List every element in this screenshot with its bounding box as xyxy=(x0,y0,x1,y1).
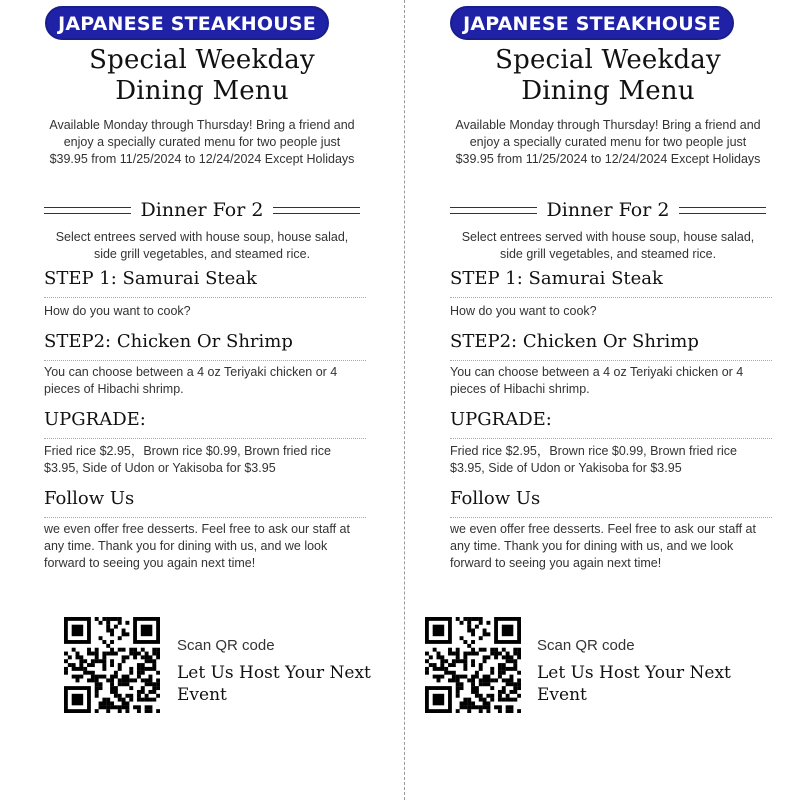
section-header xyxy=(44,197,360,223)
step-title: STEP 1: Samurai Steak xyxy=(44,268,257,289)
menu-title: Special Weekday Dining Menu xyxy=(89,45,315,106)
step-text: we even offer free desserts. Feel free to ask our staff at any time. Thank you for dining with us, and we look forward to seeing you again next time! xyxy=(44,522,350,570)
step-title: STEP2: Chicken Or Shrimp xyxy=(44,331,293,352)
qr-code[interactable] xyxy=(64,617,160,713)
step-text: we even offer free desserts. Feel free to ask our staff at any time. Thank you for dining with us, and we look forward to seeing you again next time! xyxy=(450,522,756,570)
menu-card-right xyxy=(405,0,800,800)
double-rule-right xyxy=(273,207,360,214)
step-text: How do you want to cook? xyxy=(450,304,597,318)
step-title: STEP2: Chicken Or Shrimp xyxy=(450,331,699,352)
section-title: Dinner For 2 xyxy=(546,199,670,221)
section-description: Select entrees served with house soup, house salad, side grill vegetables, and steamed rice. xyxy=(55,230,349,261)
dotted-divider xyxy=(450,438,772,439)
step-title: Follow Us xyxy=(450,488,541,509)
dotted-divider xyxy=(450,297,772,298)
host-event-label: Let Us Host Your Next Event xyxy=(537,663,731,705)
dotted-divider xyxy=(450,517,772,518)
qr-code[interactable] xyxy=(425,617,521,713)
dotted-divider xyxy=(44,297,366,298)
section-description: Select entrees served with house soup, house salad, side grill vegetables, and steamed rice. xyxy=(461,230,755,261)
step-text: You can choose between a 4 oz Teriyaki chicken or 4 pieces of Hibachi shrimp. xyxy=(450,365,744,396)
step-title: UPGRADE: xyxy=(44,409,146,430)
step-text: Fried rice $2.95，Brown rice $0.99, Brown fried rice $3.95, Side of Udon or Yakisoba for $3.95 xyxy=(44,444,331,475)
scan-qr-label: Scan QR code xyxy=(177,637,275,654)
qr-pattern xyxy=(425,617,521,713)
logo-text: JAPANESE STEAKHOUSE xyxy=(58,13,316,35)
menu-title: Special Weekday Dining Menu xyxy=(495,45,721,106)
menu-intro: Available Monday through Thursday! Bring a friend and enjoy a specially curated menu for two people just $39.95 from 11/25/2024 to 12/24/2024 Except Holidays xyxy=(455,118,761,166)
double-rule-right xyxy=(679,207,766,214)
restaurant-logo xyxy=(45,6,329,40)
dotted-divider xyxy=(44,438,366,439)
restaurant-logo xyxy=(450,6,734,40)
step-title: UPGRADE: xyxy=(450,409,552,430)
cut-line xyxy=(404,0,405,800)
dotted-divider xyxy=(44,360,366,361)
logo-text: JAPANESE STEAKHOUSE xyxy=(463,13,721,35)
section-header xyxy=(450,197,766,223)
dotted-divider xyxy=(44,517,366,518)
step-text: You can choose between a 4 oz Teriyaki chicken or 4 pieces of Hibachi shrimp. xyxy=(44,365,338,396)
host-event-label: Let Us Host Your Next Event xyxy=(177,663,371,705)
step-text: How do you want to cook? xyxy=(44,304,191,318)
dotted-divider xyxy=(450,360,772,361)
section-title: Dinner For 2 xyxy=(140,199,264,221)
qr-pattern xyxy=(64,617,160,713)
step-title: Follow Us xyxy=(44,488,135,509)
menu-intro: Available Monday through Thursday! Bring a friend and enjoy a specially curated menu for two people just $39.95 from 11/25/2024 to 12/24/2024 Except Holidays xyxy=(49,118,355,166)
scan-qr-label: Scan QR code xyxy=(537,637,635,654)
step-title: STEP 1: Samurai Steak xyxy=(450,268,663,289)
step-text: Fried rice $2.95，Brown rice $0.99, Brown fried rice $3.95, Side of Udon or Yakisoba for $3.95 xyxy=(450,444,737,475)
double-rule-left xyxy=(450,207,537,214)
double-rule-left xyxy=(44,207,131,214)
